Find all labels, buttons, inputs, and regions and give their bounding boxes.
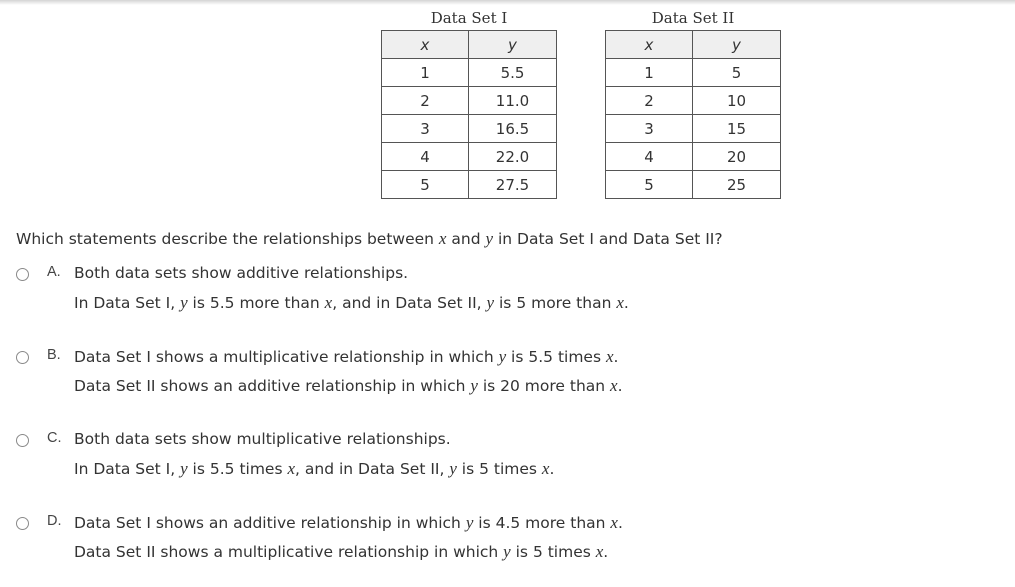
x-cell: 1 bbox=[382, 59, 469, 87]
y-cell: 15 bbox=[693, 115, 781, 143]
y-column-header: y bbox=[693, 31, 781, 59]
table-row bbox=[382, 171, 557, 199]
radio-button-a[interactable] bbox=[16, 268, 29, 281]
y-cell: 22.0 bbox=[469, 143, 557, 171]
option-line-2: In Data Set I, y is 5.5 times x, and in Data Set II, y is 5 times x. bbox=[74, 459, 555, 478]
option-line-1: Both data sets show multiplicative relationships. bbox=[74, 430, 451, 448]
data-set-1 bbox=[381, 8, 557, 199]
table-row bbox=[382, 143, 557, 171]
variable-y: y bbox=[485, 229, 494, 248]
x-cell: 3 bbox=[606, 115, 693, 143]
question-text: and bbox=[446, 230, 486, 248]
y-cell: 16.5 bbox=[469, 115, 557, 143]
x-cell: 1 bbox=[606, 59, 693, 87]
y-cell: 5 bbox=[693, 59, 781, 87]
x-cell: 2 bbox=[606, 87, 693, 115]
table-row bbox=[606, 87, 781, 115]
option-line-1: Data Set I shows an additive relationship in which y is 4.5 more than x. bbox=[74, 513, 623, 532]
option-letter: C. bbox=[47, 430, 62, 446]
option-line-2: Data Set II shows a multiplicative relationship in which y is 5 times x. bbox=[74, 542, 609, 561]
table-row bbox=[606, 59, 781, 87]
radio-button-b[interactable] bbox=[16, 351, 29, 364]
question-text: Which statements describe the relationships between bbox=[16, 230, 439, 248]
top-shadow-bar bbox=[0, 0, 1015, 5]
table-row bbox=[382, 87, 557, 115]
table-row bbox=[382, 59, 557, 87]
table-header-row bbox=[606, 31, 781, 59]
x-cell: 5 bbox=[382, 171, 469, 199]
y-cell: 25 bbox=[693, 171, 781, 199]
table-row bbox=[382, 115, 557, 143]
x-column-header: x bbox=[382, 31, 469, 59]
data-set-2-title: Data Set II bbox=[651, 9, 735, 27]
option-letter: D. bbox=[47, 513, 62, 529]
x-cell: 3 bbox=[382, 115, 469, 143]
question-text: in Data Set I and Data Set II? bbox=[493, 230, 723, 248]
y-cell: 11.0 bbox=[469, 87, 557, 115]
radio-button-d[interactable] bbox=[16, 517, 29, 530]
y-cell: 10 bbox=[693, 87, 781, 115]
question-stem bbox=[16, 229, 723, 249]
y-cell: 20 bbox=[693, 143, 781, 171]
x-cell: 4 bbox=[606, 143, 693, 171]
table-row bbox=[606, 171, 781, 199]
x-cell: 2 bbox=[382, 87, 469, 115]
x-column-header: x bbox=[606, 31, 693, 59]
table-row bbox=[606, 143, 781, 171]
table-row bbox=[606, 115, 781, 143]
option-line-2: Data Set II shows an additive relationship in which y is 20 more than x. bbox=[74, 376, 623, 395]
option-line-1: Both data sets show additive relationships. bbox=[74, 264, 409, 282]
radio-button-c[interactable] bbox=[16, 434, 29, 447]
x-cell: 5 bbox=[606, 171, 693, 199]
y-column-header: y bbox=[469, 31, 557, 59]
y-cell: 27.5 bbox=[469, 171, 557, 199]
option-letter: B. bbox=[47, 347, 61, 363]
option-line-1: Data Set I shows a multiplicative relationship in which y is 5.5 times x. bbox=[74, 347, 619, 366]
data-set-2-table bbox=[605, 30, 781, 199]
option-letter: A. bbox=[47, 264, 61, 280]
option-line-2: In Data Set I, y is 5.5 more than x, and in Data Set II, y is 5 more than x. bbox=[74, 293, 629, 312]
table-header-row bbox=[382, 31, 557, 59]
x-cell: 4 bbox=[382, 143, 469, 171]
data-set-1-title: Data Set I bbox=[430, 9, 508, 27]
data-set-1-table bbox=[381, 30, 557, 199]
data-set-2 bbox=[605, 8, 781, 199]
y-cell: 5.5 bbox=[469, 59, 557, 87]
variable-x: x bbox=[438, 229, 447, 248]
